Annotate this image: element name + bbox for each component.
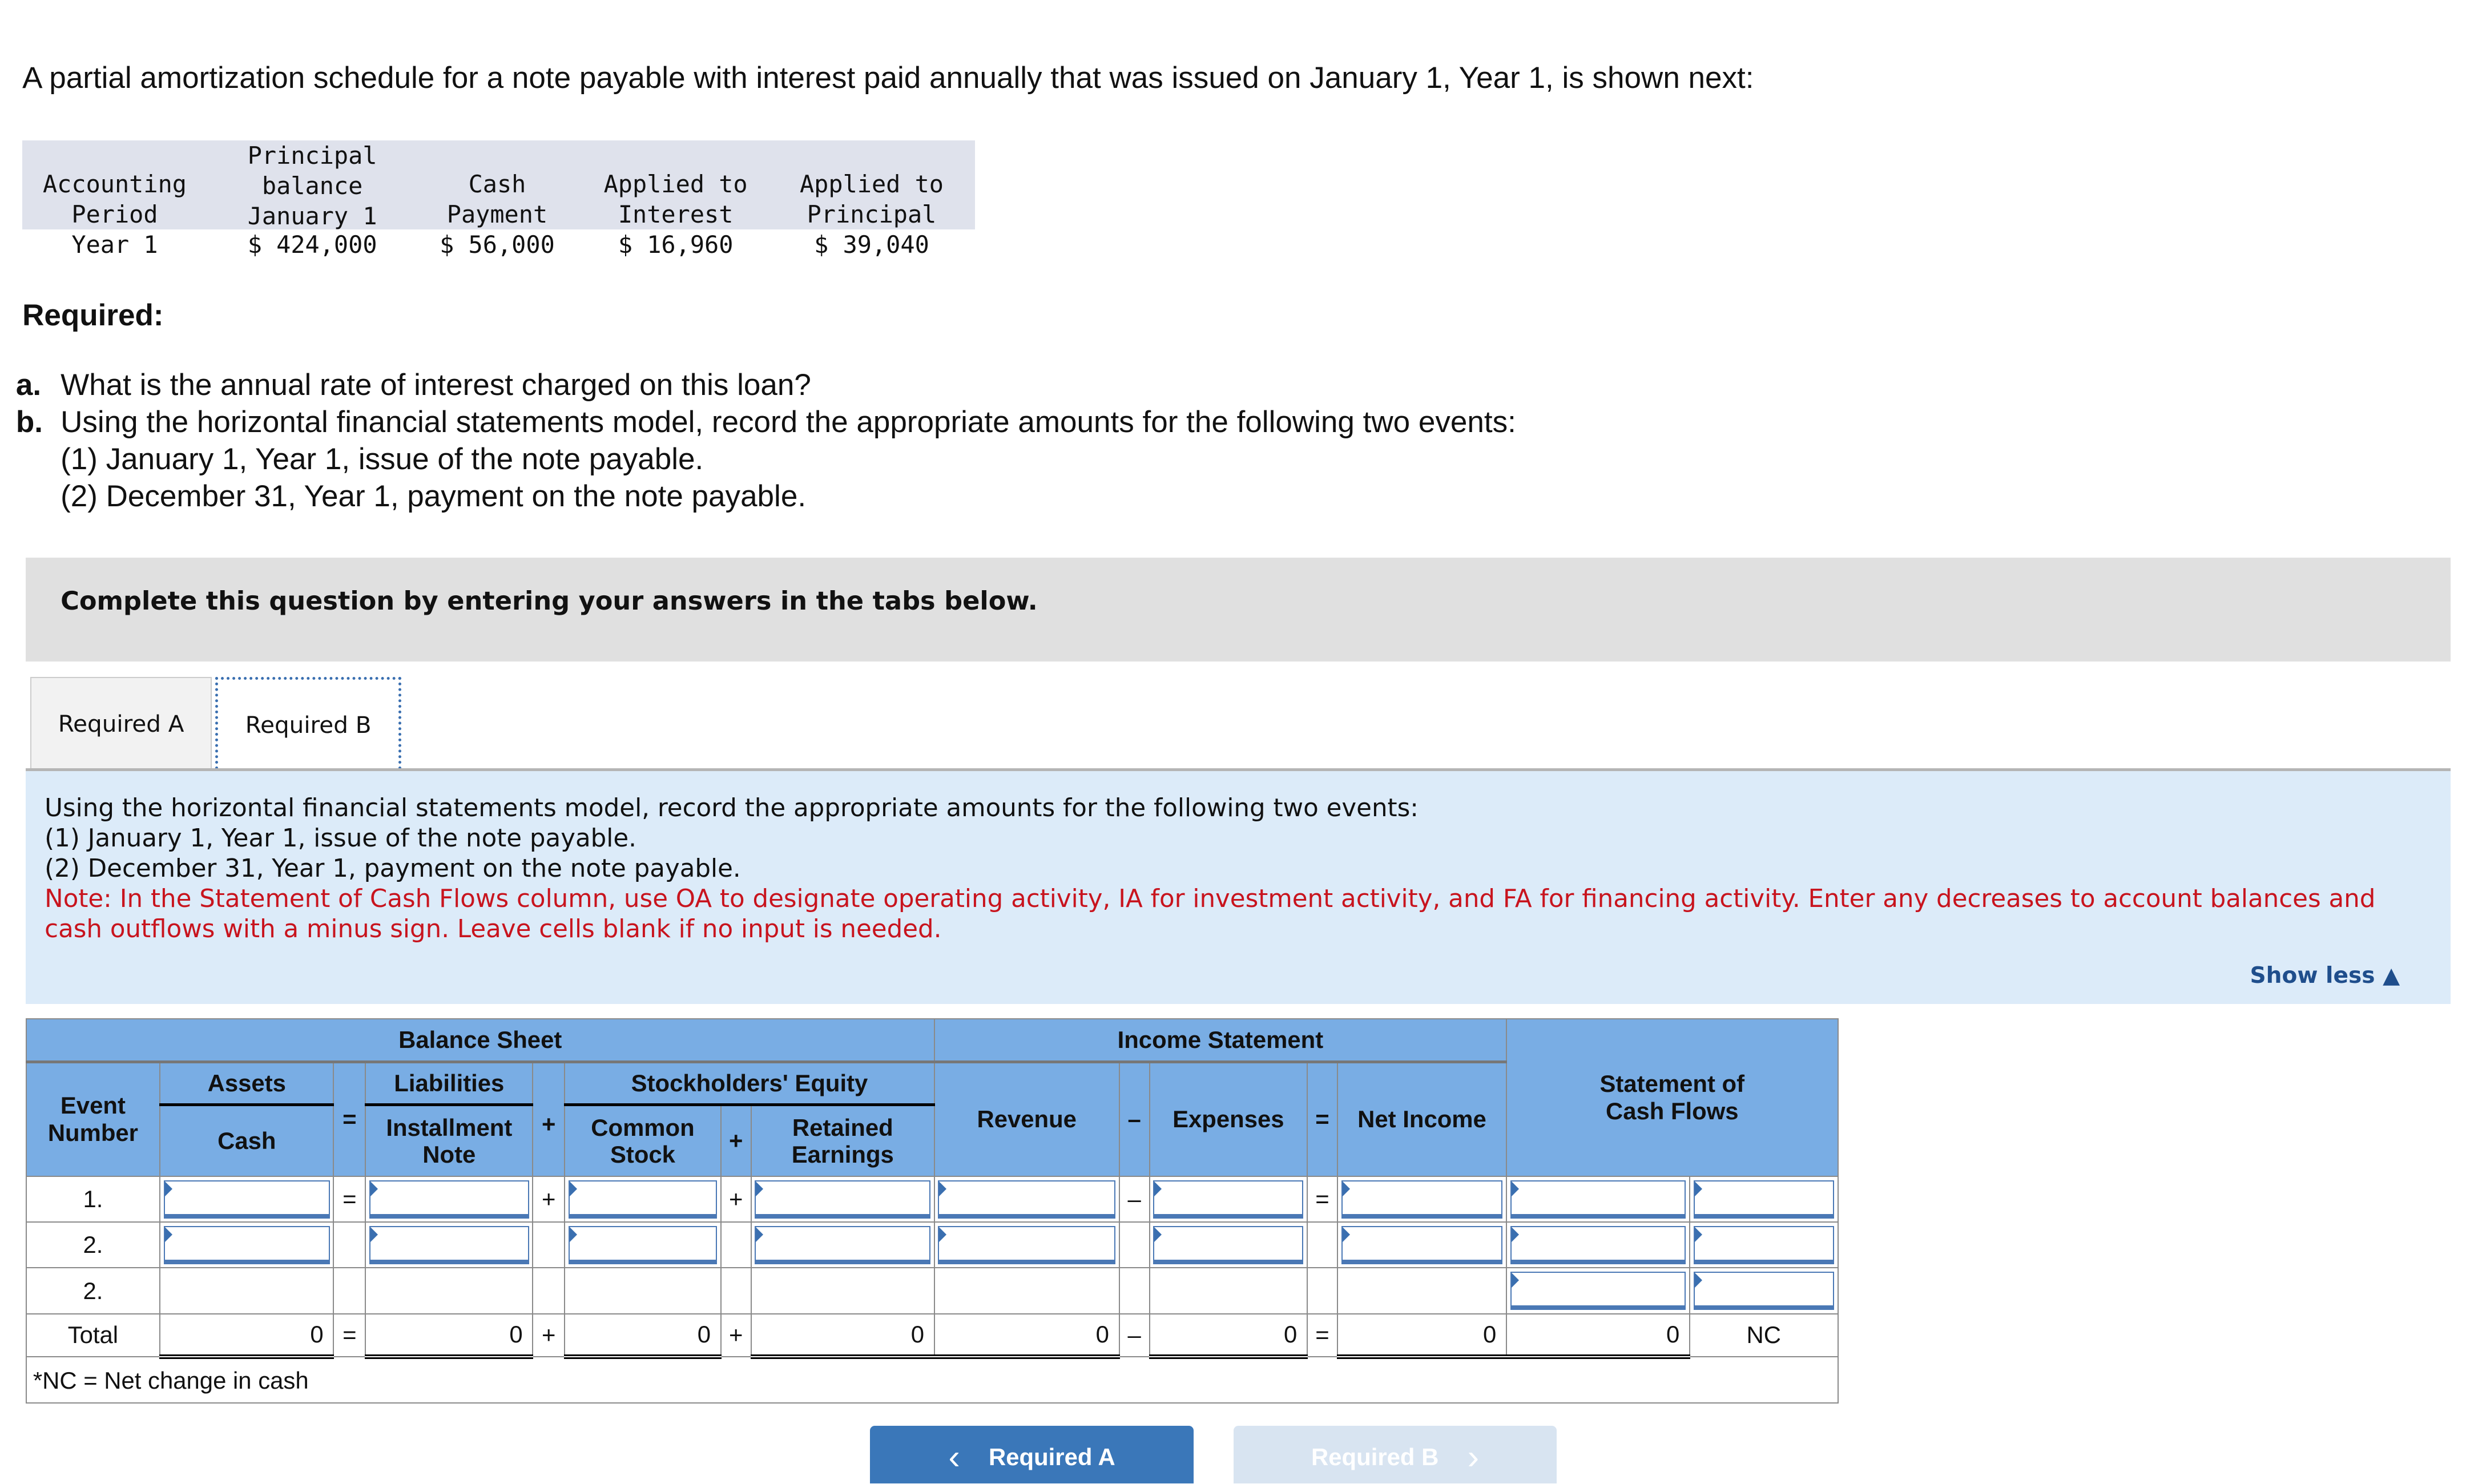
header-retained-earnings: Retained Earnings	[751, 1105, 934, 1177]
cell-cash: $ 56,000	[440, 230, 555, 259]
panel-line-1: Using the horizontal financial statements model, record the appropriate amounts for the following two events:	[45, 794, 1419, 823]
spacer	[1307, 1222, 1337, 1268]
marker-b: b.	[15, 405, 43, 439]
spacer	[533, 1268, 565, 1313]
chevron-right-icon: ›	[1467, 1437, 1480, 1477]
op-equals: =	[333, 1176, 365, 1222]
col-cash-payment: Cash Payment	[446, 170, 548, 228]
op-equals: =	[1307, 1062, 1337, 1176]
event-number: 1.	[26, 1176, 160, 1222]
question-b2: (2) December 31, Year 1, payment on the note payable.	[61, 479, 807, 514]
op-plus: +	[533, 1314, 565, 1357]
input-common-stock[interactable]	[565, 1176, 721, 1222]
col-applied-principal: Applied to Principal	[799, 170, 944, 228]
total-expenses: 0	[1150, 1314, 1307, 1357]
header-assets: Assets	[160, 1062, 333, 1104]
input-cash[interactable]	[160, 1176, 333, 1222]
header-liabilities: Liabilities	[365, 1062, 533, 1104]
input-net-income[interactable]	[1337, 1222, 1506, 1268]
spacer	[333, 1268, 365, 1313]
table-row	[26, 1222, 1838, 1268]
op-plus: +	[533, 1062, 565, 1176]
cell-period: Year 1	[71, 230, 158, 259]
horizontal-model-table	[26, 1018, 1839, 1404]
panel-line-2: (1) January 1, Year 1, issue of the note payable.	[45, 824, 636, 853]
op-plus: +	[533, 1176, 565, 1222]
cell-applied-principal: $ 39,040	[814, 230, 929, 259]
total-nc: NC	[1690, 1314, 1838, 1357]
input-cash[interactable]	[160, 1222, 333, 1268]
input-cash-flow-activity[interactable]	[1690, 1176, 1838, 1222]
input-net-income[interactable]	[1337, 1176, 1506, 1222]
header-equity: Stockholders' Equity	[565, 1062, 934, 1104]
next-required-b-button[interactable]	[1234, 1426, 1557, 1483]
col-accounting-period: Accounting Period	[42, 170, 187, 228]
op-minus: –	[1119, 1176, 1150, 1222]
spacer	[721, 1222, 751, 1268]
total-common-stock: 0	[565, 1314, 721, 1357]
spacer	[533, 1222, 565, 1268]
event-number: 2.	[26, 1268, 160, 1313]
tab-required-b[interactable]: Required B	[215, 677, 402, 769]
header-balance-sheet: Balance Sheet	[26, 1019, 934, 1062]
amortization-header	[22, 140, 975, 229]
op-equals: =	[333, 1314, 365, 1357]
question-b: Using the horizontal financial statements model, record the appropriate amounts for the following two events:	[61, 405, 1516, 439]
header-event-number: Event Number	[26, 1062, 160, 1176]
input-expenses[interactable]	[1150, 1222, 1307, 1268]
empty-cell	[751, 1268, 934, 1313]
spacer	[1119, 1268, 1150, 1313]
input-revenue[interactable]	[934, 1176, 1119, 1222]
total-net-income: 0	[1337, 1314, 1506, 1357]
header-revenue: Revenue	[934, 1062, 1119, 1176]
input-installment-note[interactable]	[365, 1176, 533, 1222]
table-row	[26, 1268, 1838, 1313]
spacer	[333, 1222, 365, 1268]
chevron-left-icon: ‹	[948, 1437, 960, 1477]
header-installment-note: Installment Note	[365, 1105, 533, 1177]
col-principal-balance: Principal balance January 1	[247, 141, 377, 230]
input-cash-flow-amount[interactable]	[1506, 1176, 1690, 1222]
op-minus: –	[1119, 1062, 1150, 1176]
total-cash-flow: 0	[1506, 1314, 1690, 1357]
empty-cell	[1150, 1268, 1307, 1313]
intro-text: A partial amortization schedule for a note payable with interest paid annually that was issued on January 1, Year 1, is shown next:	[22, 61, 1754, 95]
panel-note: Note: In the Statement of Cash Flows column, use OA to designate operating activity, IA for investment activity, and FA for financing activity. Enter any decreases to account balances and cash outflows with a minus sign. Leave cells blank if no input is needed.	[45, 885, 2376, 944]
panel-line-3: (2) December 31, Year 1, payment on the note payable.	[45, 854, 741, 884]
show-less-link[interactable]: Show less ▲	[2250, 963, 2400, 989]
total-row	[26, 1314, 1838, 1357]
event-number: 2.	[26, 1222, 160, 1268]
op-minus: –	[1119, 1314, 1150, 1357]
input-expenses[interactable]	[1150, 1176, 1307, 1222]
empty-cell	[160, 1268, 333, 1313]
input-cash-flow-activity[interactable]	[1690, 1222, 1838, 1268]
next-label: Required B	[1311, 1443, 1439, 1470]
total-label: Total	[26, 1314, 160, 1357]
col-applied-interest: Applied to Interest	[603, 170, 748, 228]
header-common-stock: Common Stock	[565, 1105, 721, 1177]
input-retained-earnings[interactable]	[751, 1176, 934, 1222]
op-plus: +	[721, 1314, 751, 1357]
table-row	[26, 1176, 1838, 1222]
total-installment-note: 0	[365, 1314, 533, 1357]
spacer	[1119, 1222, 1150, 1268]
prev-required-a-button[interactable]	[870, 1426, 1194, 1483]
required-heading: Required:	[22, 299, 164, 333]
empty-cell	[365, 1268, 533, 1313]
op-plus: +	[721, 1105, 751, 1177]
total-revenue: 0	[934, 1314, 1119, 1357]
empty-cell	[1337, 1268, 1506, 1313]
op-equals: =	[333, 1062, 365, 1176]
header-statement-cash-flows: Statement of Cash Flows	[1506, 1019, 1838, 1176]
footnote: *NC = Net change in cash	[26, 1357, 1838, 1403]
op-plus: +	[721, 1176, 751, 1222]
op-equals: =	[1307, 1176, 1337, 1222]
op-equals: =	[1307, 1314, 1337, 1357]
marker-a: a.	[15, 368, 42, 402]
tab-required-a[interactable]: Required A	[30, 677, 212, 769]
question-list	[16, 366, 1516, 515]
empty-cell	[934, 1268, 1119, 1313]
instructions-panel	[26, 771, 2451, 1004]
input-cash-flow-activity[interactable]	[1690, 1268, 1838, 1313]
input-common-stock[interactable]	[565, 1222, 721, 1268]
spacer	[721, 1268, 751, 1313]
header-cash: Cash	[160, 1105, 333, 1177]
empty-cell	[565, 1268, 721, 1313]
cell-interest: $ 16,960	[618, 230, 734, 259]
input-retained-earnings[interactable]	[751, 1222, 934, 1268]
instruction-text: Complete this question by entering your answers in the tabs below.	[61, 586, 1038, 616]
input-cash-flow-amount[interactable]	[1506, 1268, 1690, 1313]
question-a: What is the annual rate of interest charged on this loan?	[61, 368, 811, 402]
input-revenue[interactable]	[934, 1222, 1119, 1268]
prev-label: Required A	[989, 1443, 1115, 1470]
cell-principal: $ 424,000	[247, 230, 377, 259]
header-expenses: Expenses	[1150, 1062, 1307, 1176]
input-installment-note[interactable]	[365, 1222, 533, 1268]
header-income-statement: Income Statement	[934, 1019, 1506, 1062]
instruction-banner	[26, 558, 2451, 661]
input-cash-flow-amount[interactable]	[1506, 1222, 1690, 1268]
question-b1: (1) January 1, Year 1, issue of the note payable.	[61, 442, 704, 477]
header-net-income: Net Income	[1337, 1062, 1506, 1176]
total-cash: 0	[160, 1314, 333, 1357]
total-retained-earnings: 0	[751, 1314, 934, 1357]
spacer	[1307, 1268, 1337, 1313]
